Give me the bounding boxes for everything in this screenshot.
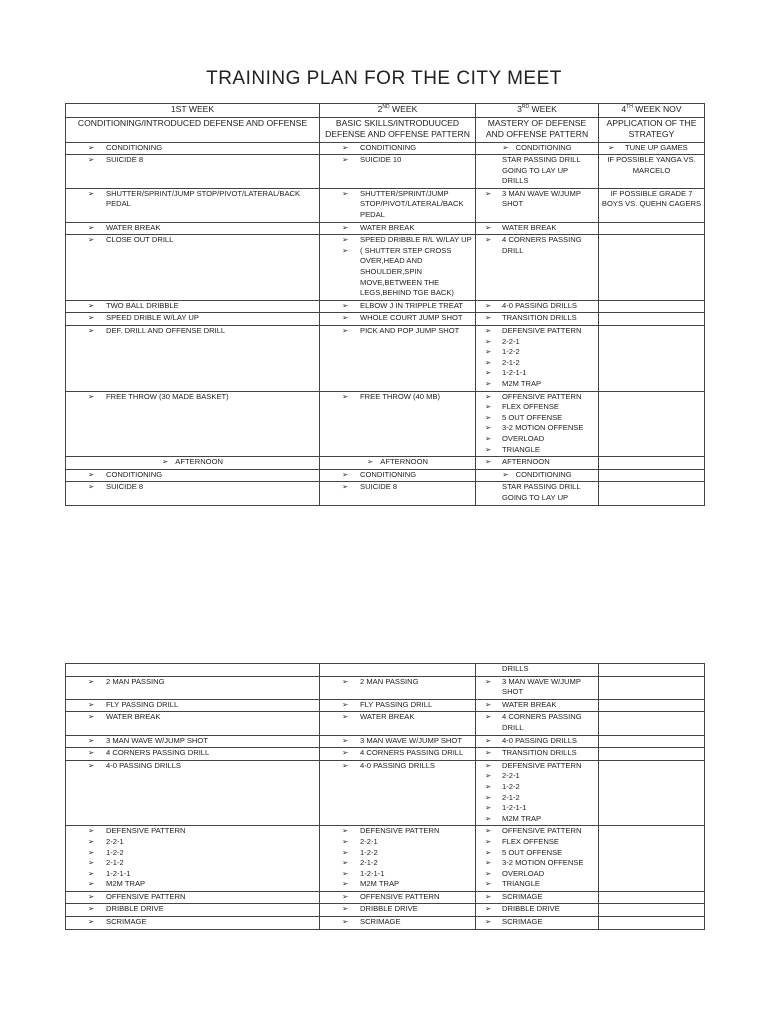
focus-week-3: MASTERY OF DEFENSE AND OFFENSE PATTERN [476,117,599,142]
list-item: ➢ 1-2-2 [478,347,596,358]
table-row [66,155,705,189]
list-item: ➢ DEF. DRILL AND OFFENSE DRILL [68,326,317,337]
table-row [66,457,705,470]
list-item: ➢ SHUTTER/SPRINT/JUMP STOP/PIVOT/LATERAL/BACK PEDAL [68,189,317,210]
list-item: IF POSSIBLE YANGA VS. MARCELO [607,155,696,175]
list-item: ➢ OFFENSIVE PATTERN [478,392,596,403]
table-row [66,222,705,235]
header-week-3: 3RD WEEK [476,104,599,118]
list-item: ➢ 2-2-1 [478,337,596,348]
list-item: ➢ FLY PASSING DRILL [322,700,473,711]
list-item: ➢ M2M TRAP [478,814,596,825]
list-item: ➢ CONDITIONING [68,143,317,154]
list-item: ➢ 4 CORNERS PASSING DRILL [478,712,596,733]
list-item: ➢ WATER BREAK [322,223,473,234]
list-item: ➢ OFFENSIVE PATTERN [322,892,473,903]
list-item: ➢ TUNE UP GAMES [601,143,702,154]
list-item: ➢ FLEX OFFENSE [478,837,596,848]
focus-week-1: CONDITIONING/INTRODUCED DEFENSE AND OFFENSE [66,117,320,142]
list-item: ➢ SCRIMAGE [322,917,473,928]
table-row [66,391,705,457]
list-item: ➢ DEFENSIVE PATTERN [322,826,473,837]
training-plan-table-page1 [65,103,705,506]
table-row [66,482,705,505]
list-item: ➢ 4-0 PASSING DRILLS [478,301,596,312]
list-item: ➢ 3-2 MOTION OFFENSE [478,423,596,434]
list-item: ➢ WATER BREAK [68,223,317,234]
table-row [66,735,705,748]
list-item: ➢ DRIBBLE DRIVE [68,904,317,915]
list-item: ➢ 1-2-1-1 [478,803,596,814]
table-row [66,748,705,761]
list-item: ➢ 1-2-2 [68,848,317,859]
list-item: ➢ 3-2 MOTION OFFENSE [478,858,596,869]
list-item: ➢ SHUTTER/SPRINT/JUMP STOP/PIVOT/LATERAL/BACK PEDAL [322,189,473,221]
list-item: ➢ AFTERNOON [478,457,596,468]
list-item: DRILLS [502,664,529,673]
list-item: ➢ CONDITIONING [322,470,473,481]
list-item: ➢ 5 OUT OFFENSE [478,413,596,424]
table-row [66,699,705,712]
list-item: ➢ CONDITIONING [478,143,596,154]
list-item: ➢ 4-0 PASSING DRILLS [478,736,596,747]
list-item: ➢ M2M TRAP [322,879,473,890]
training-plan-table-page2 [65,663,705,930]
list-item: ➢ 2-2-1 [478,771,596,782]
table-row [66,664,705,677]
list-item: ➢ DEFENSIVE PATTERN [478,326,596,337]
list-item: ➢ DRIBBLE DRIVE [478,904,596,915]
focus-week-4: APPLICATION OF THE STRATEGY [599,117,705,142]
list-item: ➢ WHOLE COURT JUMP SHOT [322,313,473,324]
list-item: ➢ 4 CORNERS PASSING DRILL [478,235,596,256]
list-item: ➢ 5 OUT OFFENSE [478,848,596,859]
list-item: ➢ SUICIDE 8 [68,482,317,493]
list-item: ➢ 1-2-1-1 [68,869,317,880]
table-row [66,469,705,482]
list-item: ➢ 2-1-2 [478,793,596,804]
list-item: ➢ SCRIMAGE [478,917,596,928]
list-item: ➢ TRANSITION DRILLS [478,313,596,324]
header-week-4: 4TH WEEK NOV [599,104,705,118]
list-item: ➢ 2-1-2 [478,358,596,369]
list-item: ➢ OVERLOAD [478,869,596,880]
list-item: ➢ DEFENSIVE PATTERN [68,826,317,837]
focus-week-2: BASIC SKILLS/INTRODUUCED DEFENSE AND OFFENSE PATTERN [320,117,476,142]
list-item: ➢ 4 CORNERS PASSING DRILL [68,748,317,759]
list-item: ➢ SUICIDE 8 [68,155,317,166]
list-item: ➢ TRANSITION DRILLS [478,748,596,759]
list-item: ➢ 3 MAN WAVE W/JUMP SHOT [68,736,317,747]
table-row [66,326,705,392]
table-row [66,917,705,930]
list-item: ➢ 1-2-2 [478,782,596,793]
table-row [66,760,705,826]
list-item: ➢ 4 CORNERS PASSING DRILL [322,748,473,759]
list-item: ➢ 2-1-2 [68,858,317,869]
list-item: ➢ AFTERNOON [322,457,473,468]
list-item: ➢ OFFENSIVE PATTERN [478,826,596,837]
list-item: ➢ 3 MAN WAVE W/JUMP SHOT [478,677,596,698]
list-item: ➢ SCRIMAGE [478,892,596,903]
list-item: ➢ OVERLOAD [478,434,596,445]
focus-header-row [66,117,705,142]
header-week-2: 2ND WEEK [320,104,476,118]
list-item: ➢ 2-2-1 [68,837,317,848]
list-item: ➢ SUICIDE 8 [322,482,473,493]
list-item: ➢ WATER BREAK [322,712,473,723]
list-item: ➢ TWO BALL DRIBBLE [68,301,317,312]
header-week-1: 1ST WEEK [66,104,320,118]
table-row [66,235,705,301]
list-item: ➢ CLOSE OUT DRILL [68,235,317,246]
table-row [66,891,705,904]
list-item: ➢ TRIANGLE [478,445,596,456]
list-item: ➢ SPEED DRIBBLE R/L W/LAY UP [322,235,473,246]
list-item: ➢ OFFENSIVE PATTERN [68,892,317,903]
list-item: ➢ DRIBBLE DRIVE [322,904,473,915]
list-item: ➢ 2 MAN PASSING [322,677,473,688]
table-row [66,313,705,326]
table-row [66,676,705,699]
list-item: ➢ FLY PASSING DRILL [68,700,317,711]
list-item: ➢ 3 MAN WAVE W/JUMP SHOT [322,736,473,747]
list-item: ➢ 1-2-1-1 [322,869,473,880]
list-item: ➢ ( SHUTTER STEP CROSS OVER,HEAD AND SHOULDER,SPIN MOVE,BETWEEN THE LEGS,BEHIND TGE BACK) [322,246,473,299]
list-item: ➢ FREE THROW (30 MADE BASKET) [68,392,317,403]
list-item: ➢ ELBOW J IN TRIPPLE TREAT [322,301,473,312]
list-item: ➢ PICK AND POP JUMP SHOT [322,326,473,337]
table-row [66,142,705,155]
list-item: ➢ M2M TRAP [68,879,317,890]
list-item: STAR PASSING DRILL GOING TO LAY UP DRILLS [502,155,581,186]
list-item: ➢ SUICIDE 10 [322,155,473,166]
list-item: ➢ CONDITIONING [478,470,596,481]
list-item: ➢ 4-0 PASSING DRILLS [322,761,473,772]
list-item: ➢ 3 MAN WAVE W/JUMP SHOT [478,189,596,210]
list-item: ➢ 1-2-1-1 [478,368,596,379]
list-item: ➢ FREE THROW (40 MB) [322,392,473,403]
list-item: STAR PASSING DRILL GOING TO LAY UP [502,482,581,502]
list-item: ➢ SCRIMAGE [68,917,317,928]
list-item: ➢ 4-0 PASSING DRILLS [68,761,317,772]
list-item: ➢ M2M TRAP [478,379,596,390]
list-item: ➢ 2-1-2 [322,858,473,869]
list-item: ➢ 2-2-1 [322,837,473,848]
table-row [66,300,705,313]
page-title: TRAINING PLAN FOR THE CITY MEET [206,68,562,89]
table-row [66,188,705,222]
list-item: ➢ DEFENSIVE PATTERN [478,761,596,772]
list-item: ➢ AFTERNOON [68,457,317,468]
list-item: ➢ WATER BREAK [478,700,596,711]
list-item: IF POSSIBLE GRADE 7 BOYS VS. QUEHN CAGERS [601,188,702,209]
list-item: ➢ TRIANGLE [478,879,596,890]
list-item: ➢ CONDITIONING [68,470,317,481]
table-row [66,712,705,735]
list-item: ➢ 2 MAN PASSING [68,677,317,688]
table-row [66,904,705,917]
list-item: ➢ CONDITIONING [322,143,473,154]
week-header-row [66,104,705,118]
list-item: ➢ WATER BREAK [478,223,596,234]
list-item: ➢ SPEED DRIBLE W/LAY UP [68,313,317,324]
list-item: ➢ WATER BREAK [68,712,317,723]
list-item: ➢ FLEX OFFENSE [478,402,596,413]
table-row [66,826,705,892]
list-item: ➢ 1-2-2 [322,848,473,859]
